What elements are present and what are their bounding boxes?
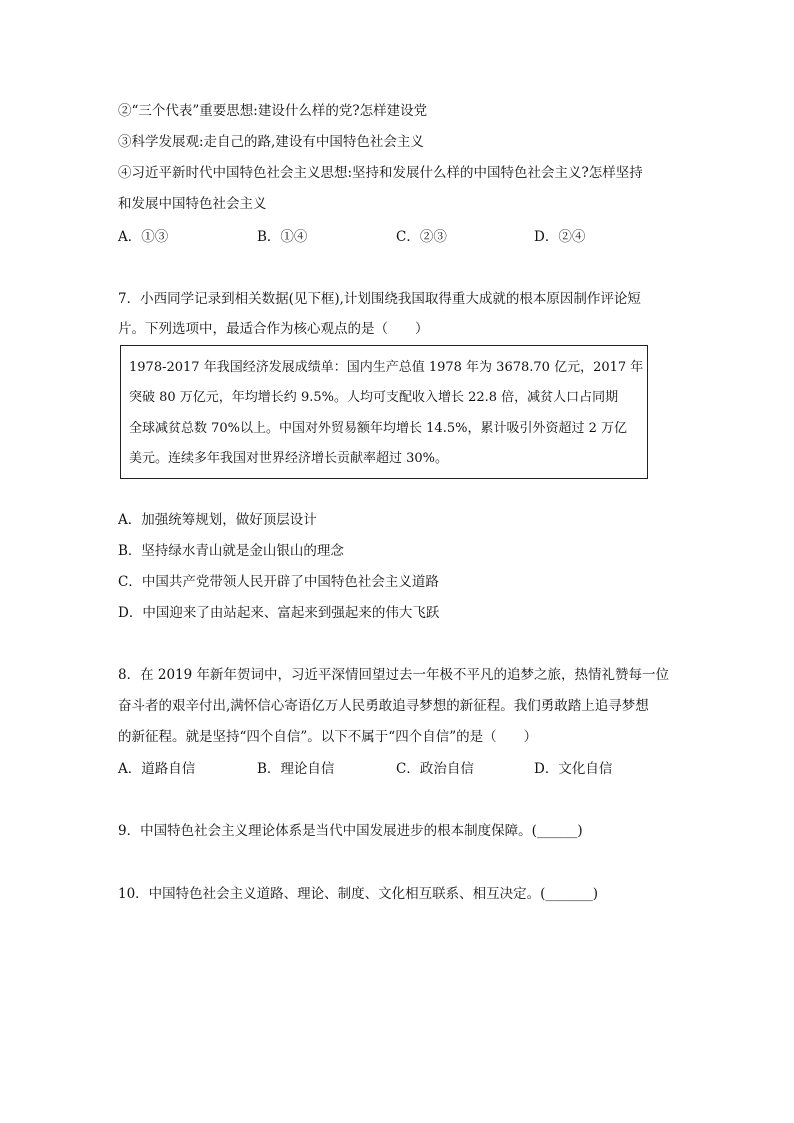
q8-choice-b[interactable]: B．理论自信 [257,761,335,777]
q8-choice-a[interactable]: A．道路自信 [118,761,196,777]
q7-data-line-4: 美元。连续多年我国对世界经济增长贡献率超过 30%。 [129,451,449,466]
q7-data-box [120,345,648,479]
q6-item-4-line2: 和发展中国特色社会主义 [118,196,267,212]
q6-item-3: ③科学发展观:走自己的路,建设有中国特色社会主义 [118,134,424,150]
q7-data-line-1: 1978-2017 年我国经济发展成绩单：国内生产总值 1978 年为 3678.70 亿元，2017 年 [129,360,644,375]
q8-stem-line2: 奋斗者的艰辛付出,满怀信心寄语亿万人民勇敢追寻梦想的新征程。我们勇敢踏上追寻梦想 [118,698,649,714]
q7-option-d[interactable]: D．中国迎来了由站起来、富起来到强起来的伟大飞跃 [118,605,440,621]
q6-choice-d[interactable]: D．②④ [534,229,586,245]
q8-stem-line3: 的新征程。就是坚持“四个自信”。以下不属于“四个自信”的是（ ） [118,729,538,745]
q7-option-b[interactable]: B．坚持绿水青山就是金山银山的理念 [118,543,344,559]
q6-choice-a[interactable]: A．①③ [118,229,169,245]
q6-item-2: ②“三个代表”重要思想:建设什么样的党?怎样建设党 [118,103,428,119]
q9-statement: 9．中国特色社会主义理论体系是当代中国发展进步的根本制度保障。(______) [118,823,583,839]
q6-item-4-line1: ④习近平新时代中国特色社会主义思想:坚持和发展什么样的中国特色社会主义?怎样坚持 [118,165,643,181]
q7-stem-line1: 7．小西同学记录到相关数据(见下框),计划围绕我国取得重大成就的根本原因制作评论短 [118,291,641,307]
q8-choice-d[interactable]: D．文化自信 [534,761,613,777]
q7-data-line-2: 突破 80 万亿元，年均增长约 9.5%。人均可支配收入增长 22.8 倍，减贫人口占同期 [129,390,619,405]
q7-data-line-3: 全球减贫总数 70%以上。中国对外贸易额年均增长 14.5%，累计吸引外资超过 2 万亿 [129,421,627,436]
q7-option-c[interactable]: C．中国共产党带领人民开辟了中国特色社会主义道路 [118,574,439,590]
q7-option-a[interactable]: A．加强统筹规划，做好顶层设计 [118,512,317,528]
q8-choice-c[interactable]: C．政治自信 [396,761,474,777]
q10-statement: 10．中国特色社会主义道路、理论、制度、文化相互联系、相互决定。(_______) [118,886,598,902]
q6-choice-c[interactable]: C．②③ [396,229,447,245]
q6-choice-b[interactable]: B．①④ [257,229,308,245]
q8-stem-line1: 8．在 2019 年新年贺词中，习近平深情回望过去一年极不平凡的追梦之旅，热情礼赞每一位 [118,667,670,683]
q7-stem-line2: 片。下列选项中，最适合作为核心观点的是（ ） [118,321,429,337]
q6-choices [118,227,658,247]
q8-choices [118,759,658,779]
